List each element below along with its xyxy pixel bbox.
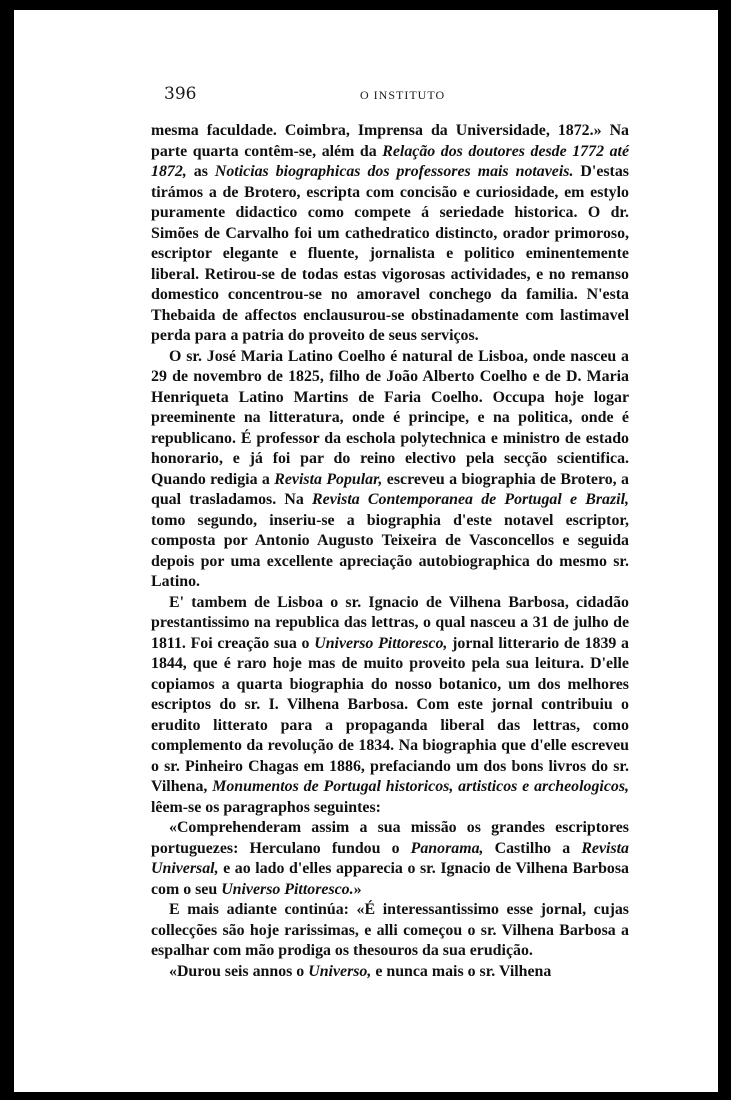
italic-title: Universo Pittoresco. — [221, 880, 354, 898]
page-number: 396 — [164, 84, 197, 104]
text-run: e nunca mais o sr. Vilhena — [371, 962, 552, 980]
body-text — [151, 121, 629, 982]
text-run: tomo segundo, inseriu-se a biographia d'este notavel escriptor, composta por Antonio Augusto Teixeira de Vasconcellos e seguida depois por uma excellente apreciação autobiographica do mesmo sr. Latino. — [151, 511, 629, 590]
text-run: D'estas tirámos a de Brotero, escripta com concisão e curiosidade, em estylo puramente didactico como compete á seriedade historica. O dr. Simões de Carvalho foi um cathedratico distincto, orador primoroso, escriptor elegante e fluente, jornalista e politico eminentemente liberal. Retirou-se de todas estas vigorosas actividades, e no remanso domestico concentrou-se no amoravel conchego da familia. N'esta Thebaida de affectos enclausurou-se obstinadamente com lastimavel perda para a patria do proveito de seus serviços. — [151, 163, 629, 344]
italic-title: Relação dos doutores desde 1772 até 1872, — [151, 142, 629, 180]
paragraph-2 — [151, 347, 629, 593]
italic-title: Panorama, — [410, 839, 484, 857]
text-run: » — [353, 880, 362, 898]
paragraph-5 — [151, 900, 629, 962]
text-run: as — [186, 163, 215, 180]
text-run: O sr. José Maria Latino Coelho é natural de Lisboa, onde nasceu a 29 de novembro de 1825, filho de João Alberto Coelho e de D. Maria Henriqueta Latino Martins de Faria Coelho. Occupa hoje logar preeminente na litteratura, onde é principe, e na politica, onde é republicano. É professor da eschola polytechnica e ministro de estado honorario, e já foi par do reino electivo pela secção scientifica. Quando redigia a — [151, 347, 629, 488]
text-run: mesma faculdade. Coimbra, Imprensa da Universidade, 1872.» Na parte quarta contêm-se, além da — [151, 122, 629, 160]
text-run: E' tambem de Lisboa o sr. Ignacio de Vilhena Barbosa, cidadão prestantissimo na republica das lettras, o qual nasceu a 31 de julho de 1811. Foi creação sua o — [151, 593, 629, 652]
paragraph-6 — [151, 962, 629, 983]
italic-title: Revista Contemporanea de Portugal e Brazil, — [312, 491, 629, 508]
italic-title: Revista Popular, — [274, 470, 383, 488]
text-run: escreveu a biographia de Brotero, a qual trasladamos. Na — [151, 470, 629, 508]
italic-title: Revista Universal, — [151, 839, 629, 877]
paragraph-1 — [151, 121, 629, 347]
italic-title: Universo Pittoresco, — [314, 634, 448, 652]
text-run: e ao lado d'elles apparecia o sr. Ignacio de Vilhena Barbosa com o seu — [151, 860, 629, 898]
italic-title: Universo, — [308, 962, 372, 980]
text-run: lêem-se os paragraphos seguintes: — [151, 798, 381, 816]
page-header — [164, 84, 642, 110]
text-run: Castilho a — [483, 839, 582, 857]
book-page — [14, 10, 718, 1092]
text-run: «Comprehenderam assim a sua missão os grandes escriptores portuguezes: Herculano fundou o — [151, 819, 629, 857]
paragraph-3 — [151, 593, 629, 819]
text-run: jornal litterario de 1839 a 1844, que é raro hoje mas de muito proveito pela sua leitura. D'elle copiamos a quarta biographia do nosso botanico, um dos melhores escriptos do sr. I. Vilhena Barbosa. Com este jornal contribuiu o erudito litterato para a propaganda liberal das lettras, como complemento da revolução de 1834. Na biographia que d'elle escreveu o sr. Pinheiro Chagas em 1886, prefaciando um dos bons livros do sr. Vilhena, — [151, 634, 629, 795]
text-run: E mais adiante continúa: «É interessantissimo esse jornal, cujas collecções são hoje rarissimas, e alli começou o sr. Vilhena Barbosa a espalhar com mão prodiga os thesouros da sua erudição. — [151, 901, 629, 959]
italic-title: Monumentos de Portugal historicos, artisticos e archeologicos, — [212, 778, 629, 795]
paragraph-4 — [151, 818, 629, 900]
text-run: «Durou seis annos o — [169, 962, 309, 980]
italic-title: Noticias biographicas dos professores mais notaveis. — [214, 163, 574, 180]
running-title: O INSTITUTO — [360, 88, 446, 102]
